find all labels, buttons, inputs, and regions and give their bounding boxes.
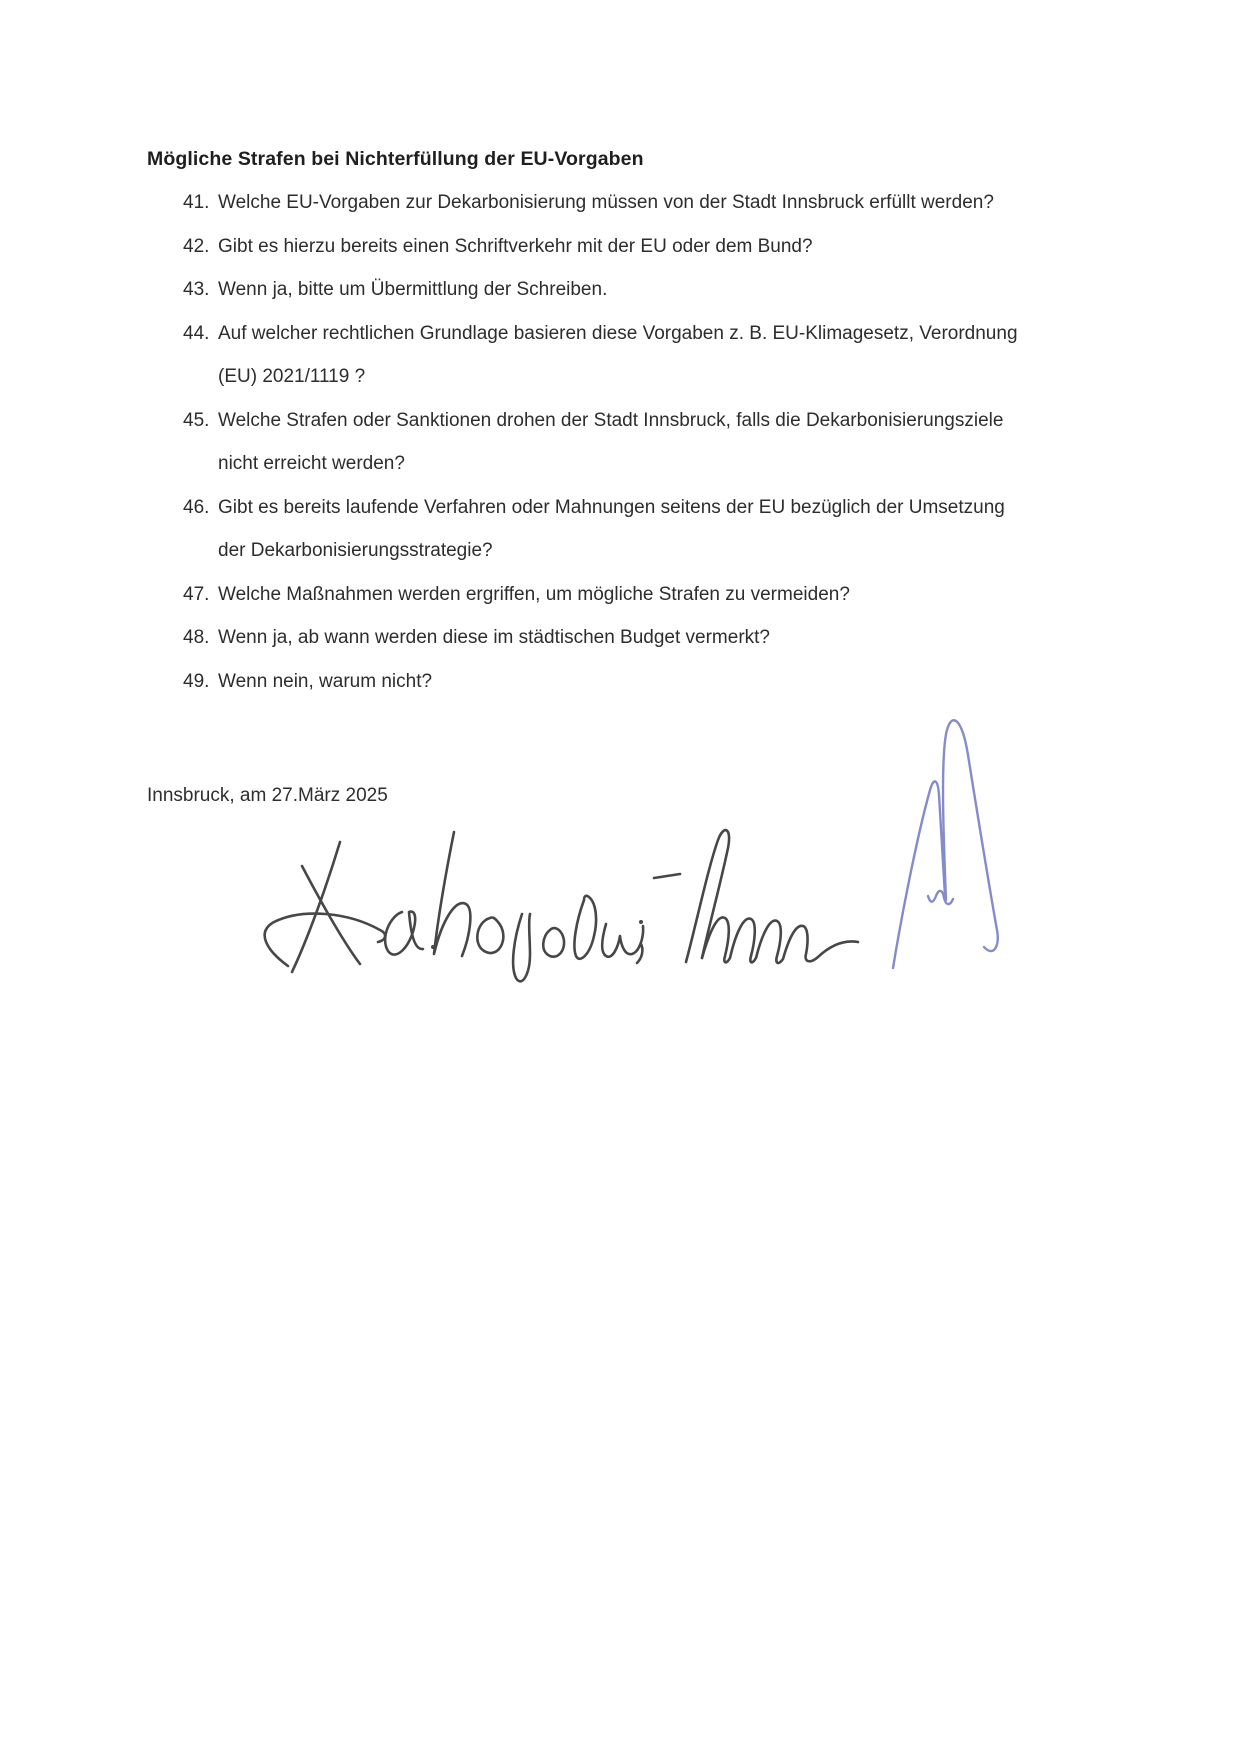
list-item-text: der Dekarbonisierungsstrategie? (218, 540, 493, 561)
list-item-number: 49. (183, 670, 210, 692)
list-item-text: Welche Maßnahmen werden ergriffen, um mögliche Strafen zu vermeiden? (218, 583, 850, 605)
list-item-continuation (183, 355, 1018, 399)
list-item (183, 573, 1018, 617)
signature-stroke (702, 917, 858, 963)
list-item-number-spacer (183, 529, 218, 573)
list-item-text: Wenn nein, warum nicht? (218, 670, 433, 692)
question-list (183, 181, 1018, 703)
list-item-number: 47. (183, 583, 210, 605)
signature-dot (639, 920, 643, 924)
list-item (183, 616, 1018, 660)
list-item-number: 43. (183, 279, 210, 300)
list-item-text: Welche EU-Vorgaben zur Dekarbonisierung müssen von der Stadt Innsbruck erfüllt werden? (218, 192, 994, 213)
signature-paraph-blue-ink (893, 720, 998, 968)
list-item-number: 48. (183, 627, 210, 648)
list-item-number: 41. (183, 192, 210, 213)
list-item-number-spacer (183, 355, 218, 399)
list-item-number: 45. (183, 409, 210, 431)
signature-stroke (265, 914, 385, 966)
section-heading: Mögliche Strafen bei Nichterfüllung der EU-Vorgaben (147, 148, 644, 170)
signature-handwritten-ink (265, 830, 858, 981)
list-item-number: 44. (183, 322, 210, 344)
list-item (183, 399, 1018, 443)
list-item-text: Wenn ja, bitte um Übermittlung der Schreiben. (218, 279, 608, 300)
list-item-text: Wenn ja, ab wann werden diese im städtischen Budget vermerkt? (218, 627, 771, 648)
place-date-line: Innsbruck, am 27.März 2025 (147, 785, 388, 806)
list-item-text: Auf welcher rechtlichen Grundlage basieren diese Vorgaben z. B. EU-Klimagesetz, Verordnung (218, 322, 1018, 344)
list-item-text: Gibt es bereits laufende Verfahren oder Mahnungen seitens der EU bezüglich der Umsetzung (218, 496, 1005, 518)
list-item (183, 225, 1018, 269)
list-item-number: 46. (183, 496, 210, 518)
paraph-stroke (928, 891, 953, 904)
list-item-continuation (183, 442, 1018, 486)
list-item (183, 181, 1018, 225)
list-item (183, 660, 1018, 704)
signature-stroke (574, 896, 596, 959)
list-item (183, 486, 1018, 530)
signature-stroke (385, 912, 423, 955)
list-item-text: Welche Strafen oder Sanktionen drohen der Stadt Innsbruck, falls die Dekarbonisierungsziele (218, 409, 1004, 431)
list-item-text: (EU) 2021/1119 ? (218, 366, 366, 387)
signature-area (240, 700, 1030, 1000)
list-item-text: Gibt es hierzu bereits einen Schriftverkehr mit der EU oder dem Bund? (218, 235, 813, 257)
list-item-number-spacer (183, 442, 218, 486)
signature-stroke (513, 914, 530, 981)
signature-stroke (477, 917, 503, 953)
signature-stroke (434, 832, 470, 956)
list-item (183, 268, 1018, 312)
list-item (183, 312, 1018, 356)
list-item-continuation (183, 529, 1018, 573)
paraph-stroke (943, 720, 998, 951)
list-item-text: nicht erreicht werden? (218, 453, 405, 474)
signature-stroke (543, 928, 564, 957)
list-item-number: 42. (183, 235, 210, 257)
signature-stroke (292, 842, 340, 972)
signature-stroke (602, 924, 643, 957)
signature-stroke (654, 874, 680, 878)
paraph-stroke (893, 781, 945, 968)
